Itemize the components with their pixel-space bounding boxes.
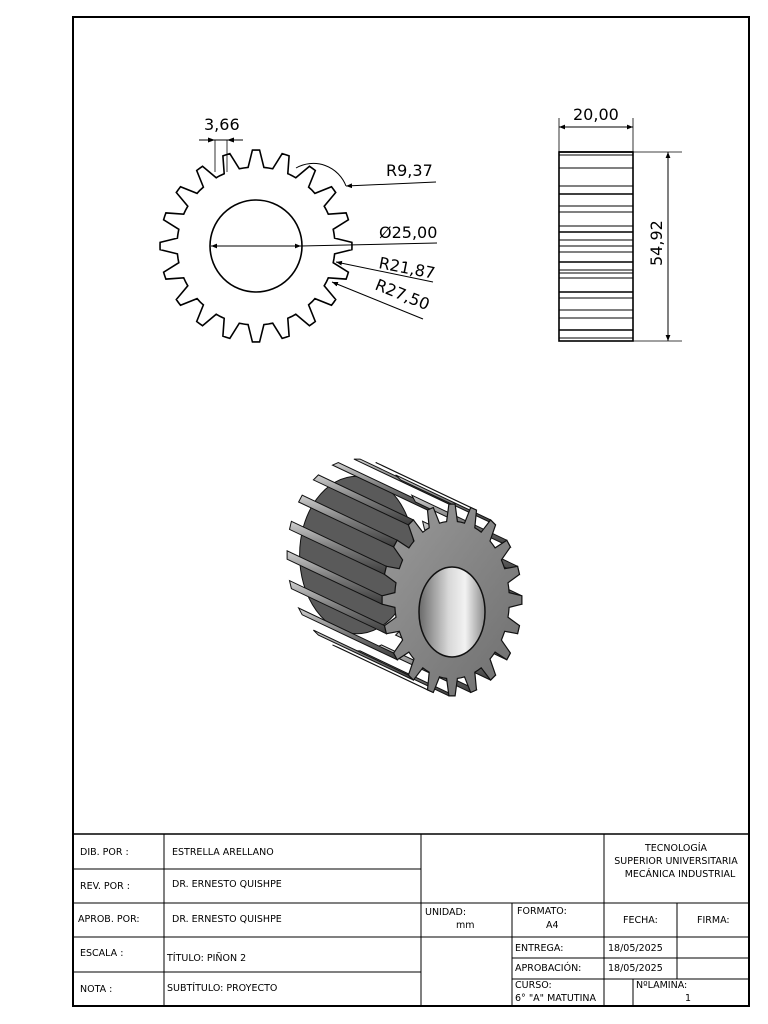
front-view bbox=[160, 115, 437, 342]
formato-label: FORMATO: bbox=[517, 906, 567, 917]
titulo-value: TÍTULO: PIÑON 2 bbox=[167, 953, 247, 964]
rev-por-value: DR. ERNESTO QUISHPE bbox=[172, 879, 282, 890]
rev-por-label: REV. POR : bbox=[80, 881, 130, 892]
aprobacion-label: APROBACIÓN: bbox=[515, 963, 582, 974]
fillet-radius-arc bbox=[296, 163, 346, 186]
dib-por-label: DIB. POR : bbox=[80, 847, 129, 858]
aprob-por-value: DR. ERNESTO QUISHPE bbox=[172, 914, 282, 925]
bore-diameter-leader bbox=[301, 243, 437, 246]
iso-bore bbox=[419, 567, 485, 657]
title-block-text bbox=[78, 842, 738, 1004]
entrega-date: 18/05/2025 bbox=[608, 943, 663, 954]
unidad-label: UNIDAD: bbox=[425, 907, 467, 918]
aprob-por-label: APROB. POR: bbox=[78, 914, 140, 925]
institution-line-1: TECNOLOGÍA bbox=[644, 843, 708, 854]
lamina-value: 1 bbox=[685, 993, 692, 1004]
dib-por-value: ESTRELLA ARELLANO bbox=[172, 847, 274, 858]
institution-line-3: MECÁNICA INDUSTRIAL bbox=[624, 869, 736, 880]
dim-bore-diameter: Ø25,00 bbox=[379, 223, 438, 242]
dim-side-height: 54,92 bbox=[647, 220, 666, 266]
dim-tip-radius: R27,50 bbox=[372, 275, 433, 315]
lamina-label: NºLAMINA: bbox=[636, 980, 688, 991]
firma-label: FIRMA: bbox=[697, 915, 730, 926]
dim-tooth-width: 3,66 bbox=[204, 115, 240, 134]
subtitulo-value: SUBTÍTULO: PROYECTO bbox=[167, 983, 278, 994]
side-view bbox=[559, 105, 682, 341]
curso-value: 6° "A" MATUTINA bbox=[515, 993, 596, 1004]
dim-side-width: 20,00 bbox=[573, 105, 619, 124]
dim-root-radius: R21,87 bbox=[377, 253, 437, 283]
fillet-radius-leader bbox=[346, 182, 436, 186]
side-body bbox=[559, 152, 633, 341]
escala-label: ESCALA : bbox=[80, 948, 124, 959]
curso-label: CURSO: bbox=[515, 980, 552, 991]
institution-line-2: SUPERIOR UNIVERSITARIA bbox=[614, 856, 738, 867]
unidad-value: mm bbox=[456, 920, 475, 931]
formato-value: A4 bbox=[546, 920, 559, 931]
gear-isometric-icon bbox=[287, 459, 522, 696]
fecha-label: FECHA: bbox=[623, 915, 658, 926]
nota-label: NOTA : bbox=[80, 984, 113, 995]
entrega-label: ENTREGA: bbox=[515, 943, 564, 954]
dim-fillet-radius: R9,37 bbox=[386, 161, 433, 180]
aprobacion-date: 18/05/2025 bbox=[608, 963, 663, 974]
